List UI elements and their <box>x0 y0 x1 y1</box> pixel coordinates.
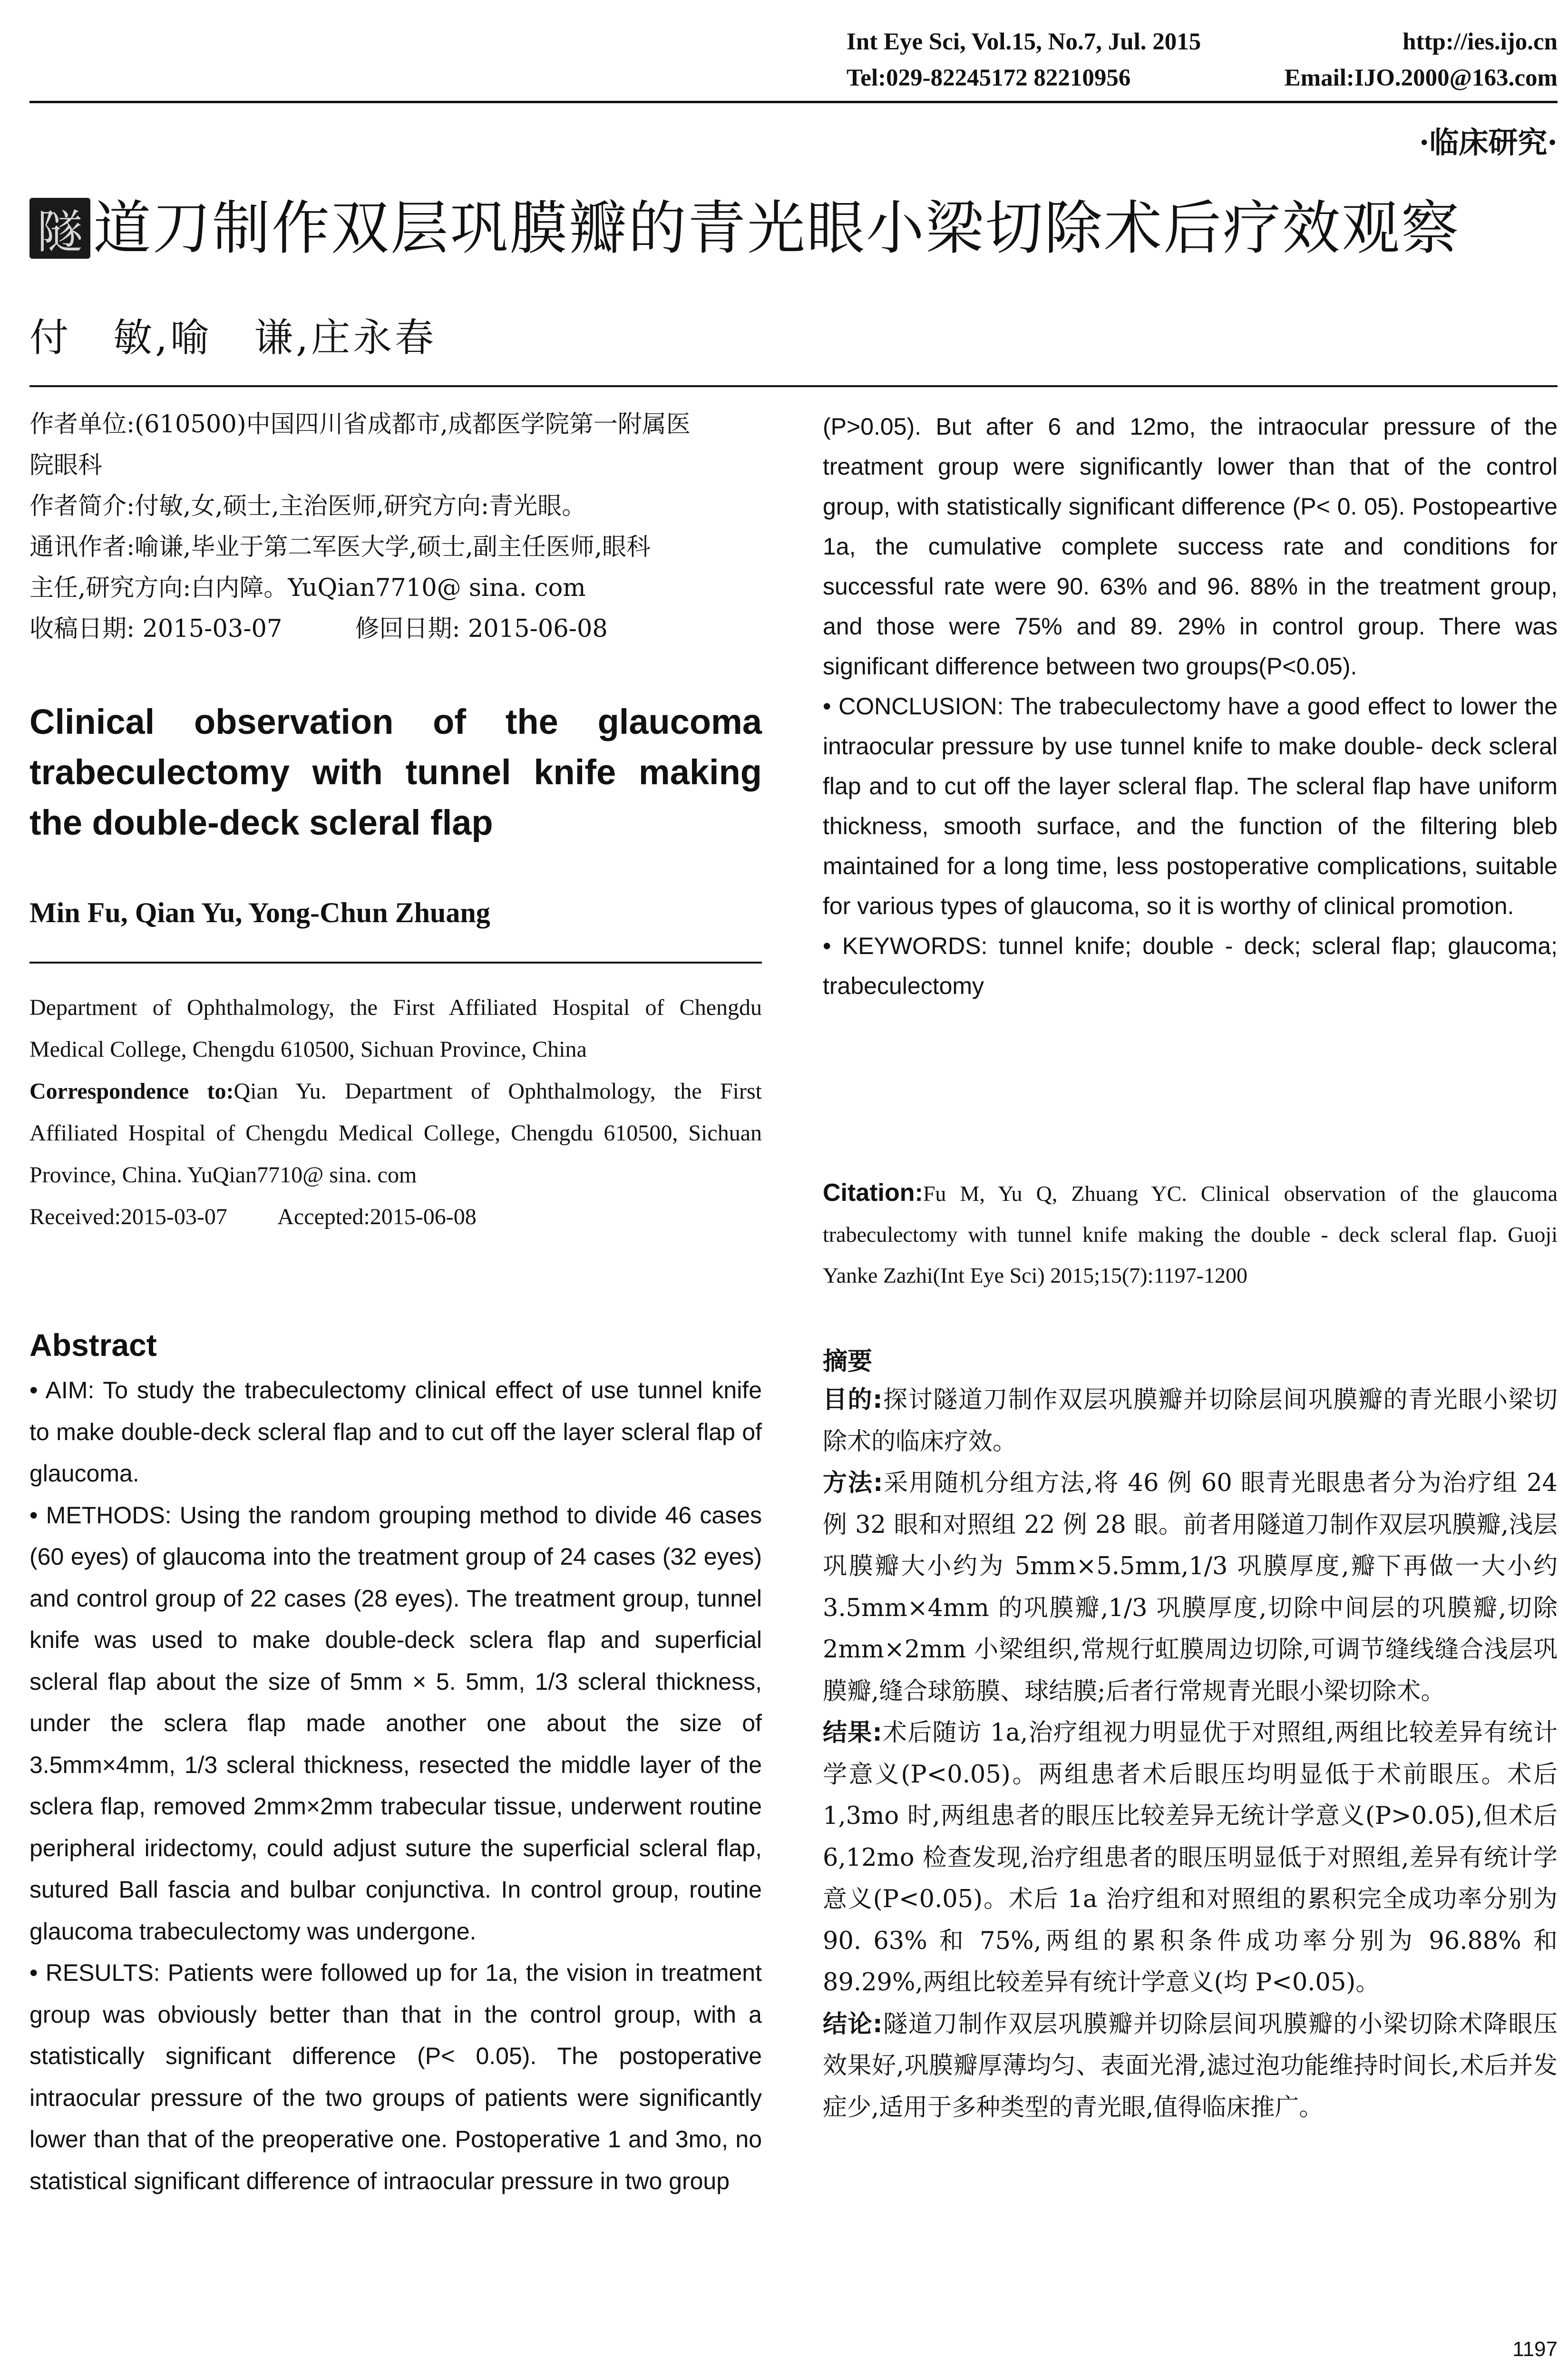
author-info-line: 作者简介:付敏,女,硕士,主治医师,研究方向:青光眼。 <box>29 492 586 520</box>
conclusion-text: 隧道刀制作双层巩膜瓣并切除层间巩膜瓣的小梁切除术降眼压效果好,巩膜瓣厚薄均匀、表面光滑,滤过泡功能维持时间长,术后并发症少,适用于多种类型的青光眼,值得临床推广。 <box>823 2010 1558 2122</box>
received-accepted-dates: Received:2015-03-07 Accepted:2015-06-08 <box>29 1204 477 1229</box>
aim-text: 探讨隧道刀制作双层巩膜瓣并切除层间巩膜瓣的青光眼小梁切除术的临床疗效。 <box>823 1386 1558 1456</box>
abstract-chinese <box>823 1379 1558 2128</box>
author-info-line: 收稿日期: 2015-03-07 修回日期: 2015-06-08 <box>29 615 608 643</box>
abstract-cn-aim <box>823 1379 1558 1462</box>
title-initial-badge: 隧 <box>29 198 90 259</box>
english-authors: Min Fu, Qian Yu, Yong-Chun Zhuang <box>29 897 490 928</box>
correspondence-label: Correspondence to: <box>29 1079 234 1104</box>
abstract-results-part1: • RESULTS: Patients were followed up for 1a, the vision in treatment group was obviously better than that in the control group, with a statistically significant difference (P< 0.05). The postoperative intraocular pressure of the two groups of patients were significantly lower than that of the preoperative one. Postoperative 1 and 3mo, no statistical significant difference of intraocular pressure in two group <box>29 1959 762 2194</box>
english-affiliation <box>29 987 762 1238</box>
citation <box>823 1172 1558 1296</box>
author-info-line: 院眼科 <box>29 451 103 479</box>
aim-label: 目的: <box>823 1386 883 1414</box>
citation-label: Citation: <box>823 1179 923 1207</box>
authors-divider <box>29 385 1558 387</box>
correspondence <box>29 1071 762 1196</box>
methods-text: 采用随机分组方法,将 46 例 60 眼青光眼患者分为治疗组 24 例 32 眼和对照组 22 例 28 眼。前者用隧道刀制作双层巩膜瓣,浅层巩膜瓣大小约为 5mm×5.5mm,1/3 巩膜厚度,瓣下再做一大小约 3.5mm×4mm 的巩膜瓣,1/3 巩膜厚度,切除中间层的巩膜瓣,切除 2mm×2mm 小梁组织,常规行虹膜周边切除,可调节缝线缝合浅层巩膜瓣,缝合球筋膜、球结膜;后者行常规青光眼小梁切除术。 <box>823 1469 1558 1705</box>
journal-citation-line: Int Eye Sci, Vol.15, No.7, Jul. 2015 <box>847 29 1201 55</box>
abstract-aim: • AIM: To study the trabeculectomy clinical effect of use tunnel knife to make double-deck scleral flap and to cut off the layer scleral flap of glaucoma. <box>29 1377 762 1487</box>
journal-url[interactable]: http://ies.ijo.cn <box>1402 29 1558 55</box>
results-label: 结果: <box>823 1719 882 1747</box>
authors-chinese: 付 敏,喻 谦,庄永春 <box>29 315 437 360</box>
abstract-methods: • METHODS: Using the random grouping method to divide 46 cases (60 eyes) of glaucoma into the treatment group of 24 cases (32 eyes) and control group of 22 cases (28 eyes). The treatment group, tunnel knife was used to make double-deck sclera flap and superficial scleral flap about the size of 5mm × 5. 5mm, 1/3 scleral thickness, under the sclera flap made another one about the size of 3.5mm×4mm, 1/3 scleral thickness, resected the middle layer of the sclera flap, removed 2mm×2mm trabecular tissue, underwent routine peripheral iridectomy, could adjust suture the superficial scleral flap, sutured Ball fascia and bulbar conjunctiva. In control group, routine glaucoma trabeculectomy was undergone. <box>29 1501 762 1945</box>
author-info-block <box>29 404 762 650</box>
abstract-english-right <box>823 407 1558 1006</box>
abstract-conclusion: • CONCLUSION: The trabeculectomy have a good effect to lower the intraocular pressure by use tunnel knife to make double- deck scleral flap and to cut off the layer scleral flap. The scleral flap have uniform thickness, smooth surface, and the function of the filtering bleb maintained for a long time, less postoperative complications, suitable for various types of glaucoma, so it is worthy of clinical promotion. <box>823 693 1558 919</box>
results-text: 术后随访 1a,治疗组视力明显优于对照组,两组比较差异有统计学意义(P<0.05)。两组患者术后眼压均明显低于术前眼压。术后 1,3mo 时,两组患者的眼压比较差异无统计学意义(P>0.05),但术后 6,12mo 检查发现,治疗组患者的眼压明显低于对照组,差异有统计学意义(P<0.05)。术后 1a 治疗组和对照组的累积完全成功率分别为 90. 63% 和 75%,两组的累积条件成功率分别为 96.88% 和 89.29%,两组比较差异有统计学意义(均 P<0.05)。 <box>823 1719 1558 1997</box>
header-divider <box>29 101 1558 103</box>
abstract-chinese-heading: 摘要 <box>823 1347 873 1376</box>
abstract-cn-methods <box>823 1462 1558 1712</box>
article-title <box>29 195 1461 262</box>
title-text: 道刀制作双层巩膜瓣的青光眼小梁切除术后疗效观察 <box>93 195 1461 262</box>
journal-header <box>847 24 1558 96</box>
correspondence-text: Qian Yu. Department of Ophthalmology, the First Affiliated Hospital of Chengdu Medical College, Chengdu 610500, Sichuan Province, China. YuQian7710@ sina. com <box>29 1079 762 1188</box>
english-title: Clinical observation of the glaucoma trabeculectomy with tunnel knife making the double-deck scleral flap <box>29 702 762 842</box>
abstract-cn-conclusion <box>823 2004 1558 2129</box>
author-info-line: 通讯作者:喻谦,毕业于第二军医大学,硕士,副主任医师,眼科 <box>29 533 651 561</box>
abstract-cn-results <box>823 1712 1558 2004</box>
abstract-results-part2: (P>0.05). But after 6 and 12mo, the intraocular pressure of the treatment group were significantly lower than that of the control group, with statistically significant difference (P< 0. 05). Postopeartive 1a, the cumulative complete success rate and conditions for successful rate were 90. 63% and 96. 88% in the treatment group, and those were 75% and 89. 29% in control group. There was significant difference between two groups(P<0.05). <box>823 413 1558 680</box>
page-number: 1197 <box>1512 2338 1558 2361</box>
abstract-english-left <box>29 1370 762 2202</box>
author-info-line: 作者单位:(610500)中国四川省成都市,成都医学院第一附属医 <box>29 410 691 438</box>
english-authors-divider <box>29 962 762 964</box>
abstract-keywords: • KEYWORDS: tunnel knife; double - deck; scleral flap; glaucoma; trabeculectomy <box>823 933 1558 999</box>
section-label: ·临床研究· <box>1419 125 1558 160</box>
methods-label: 方法: <box>823 1469 883 1497</box>
citation-text: Fu M, Yu Q, Zhuang YC. Clinical observation of the glaucoma trabeculectomy with tunnel knife making the double - deck scleral flap. Guoji Yanke Zazhi(Int Eye Sci) 2015;15(7):1197-1200 <box>823 1181 1558 1287</box>
abstract-heading: Abstract <box>29 1327 157 1363</box>
journal-email[interactable]: Email:IJO.2000@163.com <box>1284 65 1558 91</box>
journal-phone: Tel:029-82245172 82210956 <box>847 65 1131 91</box>
author-info-line: 主任,研究方向:白内障。YuQian7710@ sina. com <box>29 574 586 602</box>
affiliation-department: Department of Ophthalmology, the First Affiliated Hospital of Chengdu Medical College, Chengdu 610500, Sichuan Province, China <box>29 995 762 1062</box>
conclusion-label: 结论: <box>823 2010 883 2038</box>
